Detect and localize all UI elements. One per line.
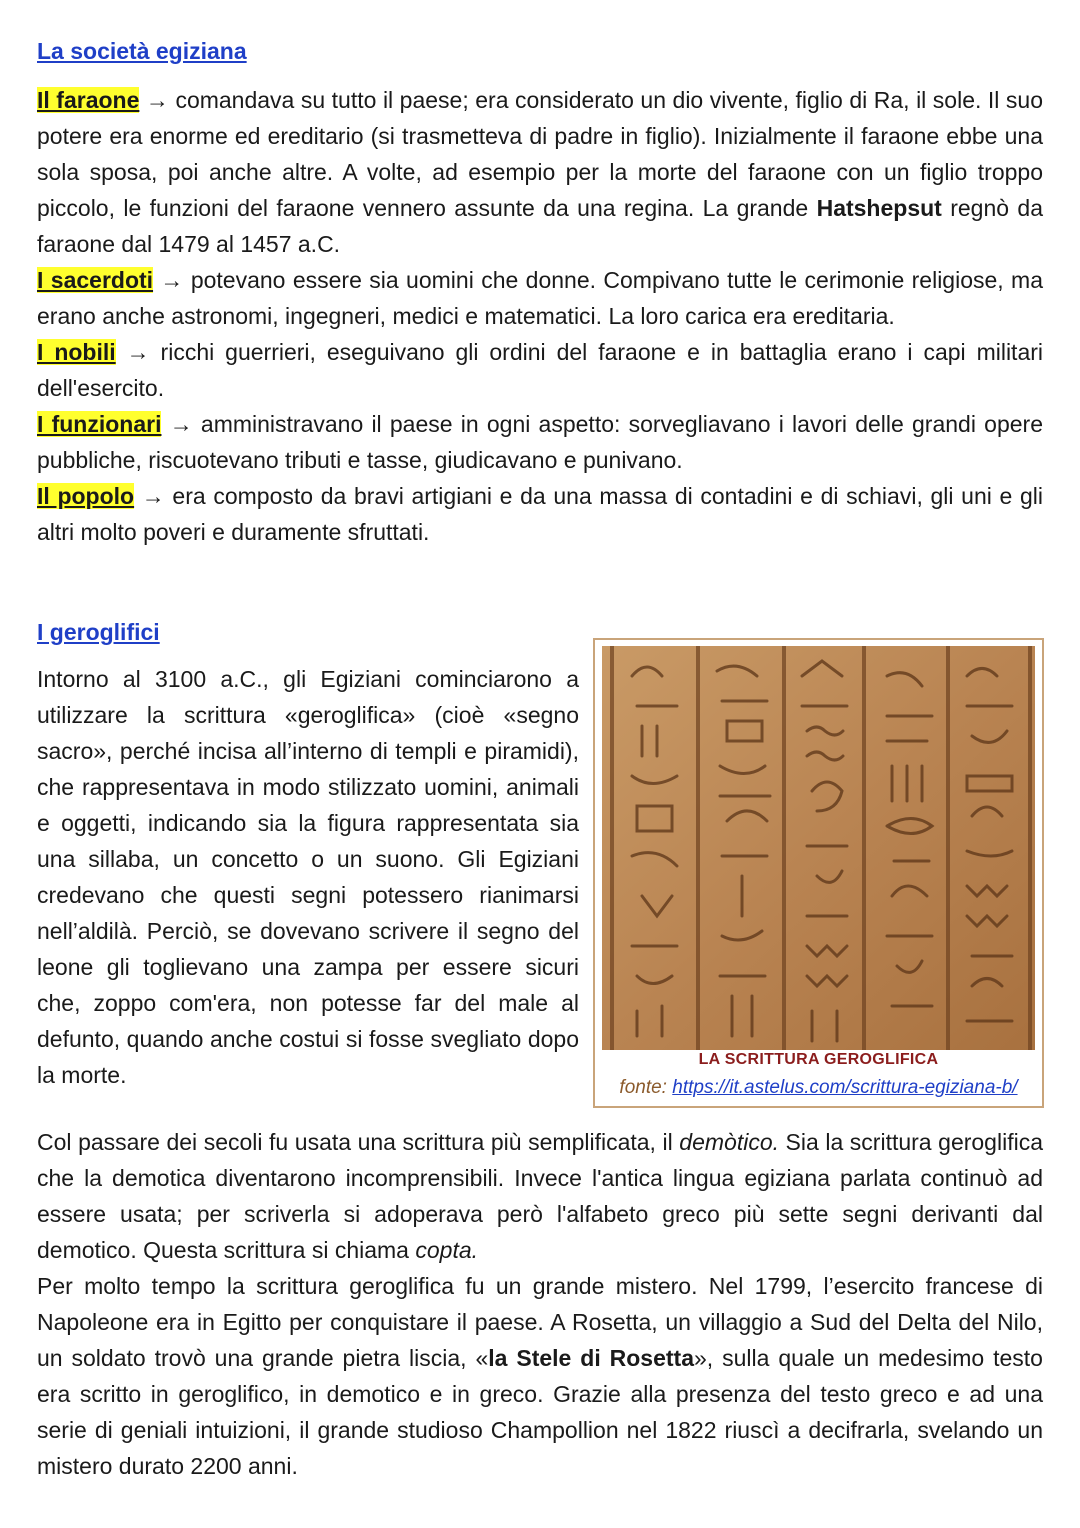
figure-source [595, 1077, 1042, 1099]
demotico-term: demòtico. [679, 1129, 779, 1155]
term-nobili: I nobili [37, 339, 116, 365]
section-title-societa: La società egiziana [37, 38, 247, 64]
term-faraone: Il faraone [37, 87, 140, 113]
term-popolo: Il popolo [37, 483, 135, 509]
copta-term: copta. [415, 1237, 479, 1263]
arrow: → [153, 267, 191, 293]
society-item-funzionari [37, 411, 1043, 473]
paragraph-text: Sia la scrittura geroglifica che la demotica diventarono incomprensibili. Invece l'antica lingua egiziana parlata continuò ad essere usata; per scriverla si adoperava però l'alfabeto greco più sette segni derivanti dal demotico. Questa scrittura si chiama [37, 1129, 1043, 1263]
source-label: fonte: [619, 1077, 673, 1098]
arrow: → [134, 483, 173, 509]
rosetta-paragraph [37, 1268, 1043, 1484]
term-sacerdoti: I sacerdoti [37, 267, 154, 293]
source-link[interactable]: https://it.astelus.com/scrittura-egiziana-b/ [672, 1077, 1018, 1098]
item-text: potevano essere sia uomini che donne. Compivano tutte le cerimonie religiose, ma erano anche astronomi, ingegneri, medici e matematici. La loro carica era ereditaria. [37, 267, 1044, 329]
hatshepsut-name: Hatshepsut [816, 195, 942, 221]
arrow: → [139, 87, 176, 113]
paragraph-text: », sulla quale un medesimo testo era scritto in geroglifico, in demotico e in greco. Grazie alla presenza del testo greco e ad una serie di geniali intuizioni, il grande studioso Champollion nel 1822 riuscì a decifrarla, svelando un mistero durato 2200 anni. [37, 1345, 1043, 1479]
society-paragraph [37, 82, 1043, 550]
item-text: amministravano il paese in ogni aspetto: sorvegliavano i lavori delle grandi opere pubbliche, riscuotevano tributi e tasse, giudicavano e punivano. [37, 411, 1043, 473]
society-item-popolo [37, 483, 1043, 545]
paragraph-text: Col passare dei secoli fu usata una scrittura più semplificata, il [37, 1129, 680, 1155]
item-text: comandava su tutto il paese; era considerato un dio vivente, figlio di Ra, il sole. Il suo potere era enorme ed ereditario (si trasmetteva di padre in figlio). Inizialmente il faraone ebbe una sola sposa, poi anche altre. A volte, ad esempio per la morte del faraone con un figlio troppo piccolo, le funzioni del faraone vennero assunte da una regina. La grande [37, 87, 1044, 221]
item-text: era composto da bravi artigiani e da una massa di contadini e di schiavi, gli uni e gli altri molto poveri e duramente sfruttati. [37, 483, 1043, 545]
rosetta-stone-name: la Stele di Rosetta [488, 1345, 694, 1371]
arrow: → [161, 411, 201, 437]
society-item-faraone [37, 87, 1043, 257]
hieroglyph-intro-paragraph: Intorno al 3100 a.C., gli Egiziani cominciarono a utilizzare la scrittura «geroglifica» (cioè «segno sacro», perché incisa all’interno di templi e piramidi), che rappresentava in modo stilizzato uomini, animali e oggetti, indicando sia la figura rappresentata sia una sillaba, un concetto o un suono. Gli Egiziani credevano che questi segni potessero rianimarsi nell’aldilà. Perciò, se dovevano scrivere il segno del leone gli toglievano una zampa per essere sicuri che, zoppo com'era, non potesse far del male al defunto, quando anche costui si fosse svegliato dopo la morte. [37, 666, 579, 1088]
item-text: ricchi guerrieri, eseguivano gli ordini del faraone e in battaglia erano i capi militari dell'esercito. [37, 339, 1044, 401]
item-text: regnò da faraone dal 1479 al 1457 a.C. [37, 195, 1043, 257]
hieroglyph-figure [593, 638, 1044, 1108]
arrow: → [115, 339, 161, 365]
society-item-nobili [37, 339, 1043, 401]
term-funzionari: I funzionari [37, 411, 162, 437]
demotic-paragraph [37, 1124, 1043, 1268]
hieroglyph-wall-image [602, 646, 1035, 1050]
figure-caption: LA SCRITTURA GEROGLIFICA [698, 1051, 939, 1068]
society-item-sacerdoti [37, 267, 1043, 329]
section-title-geroglifici: I geroglifici [37, 619, 160, 645]
paragraph-text: Per molto tempo la scrittura geroglifica fu un grande mistero. Nel 1799, l’esercito francese di Napoleone era in Egitto per conquistare il paese. A Rosetta, un villaggio a Sud del Delta del Nilo, un soldato trovò una grande pietra liscia, « [37, 1273, 1043, 1371]
